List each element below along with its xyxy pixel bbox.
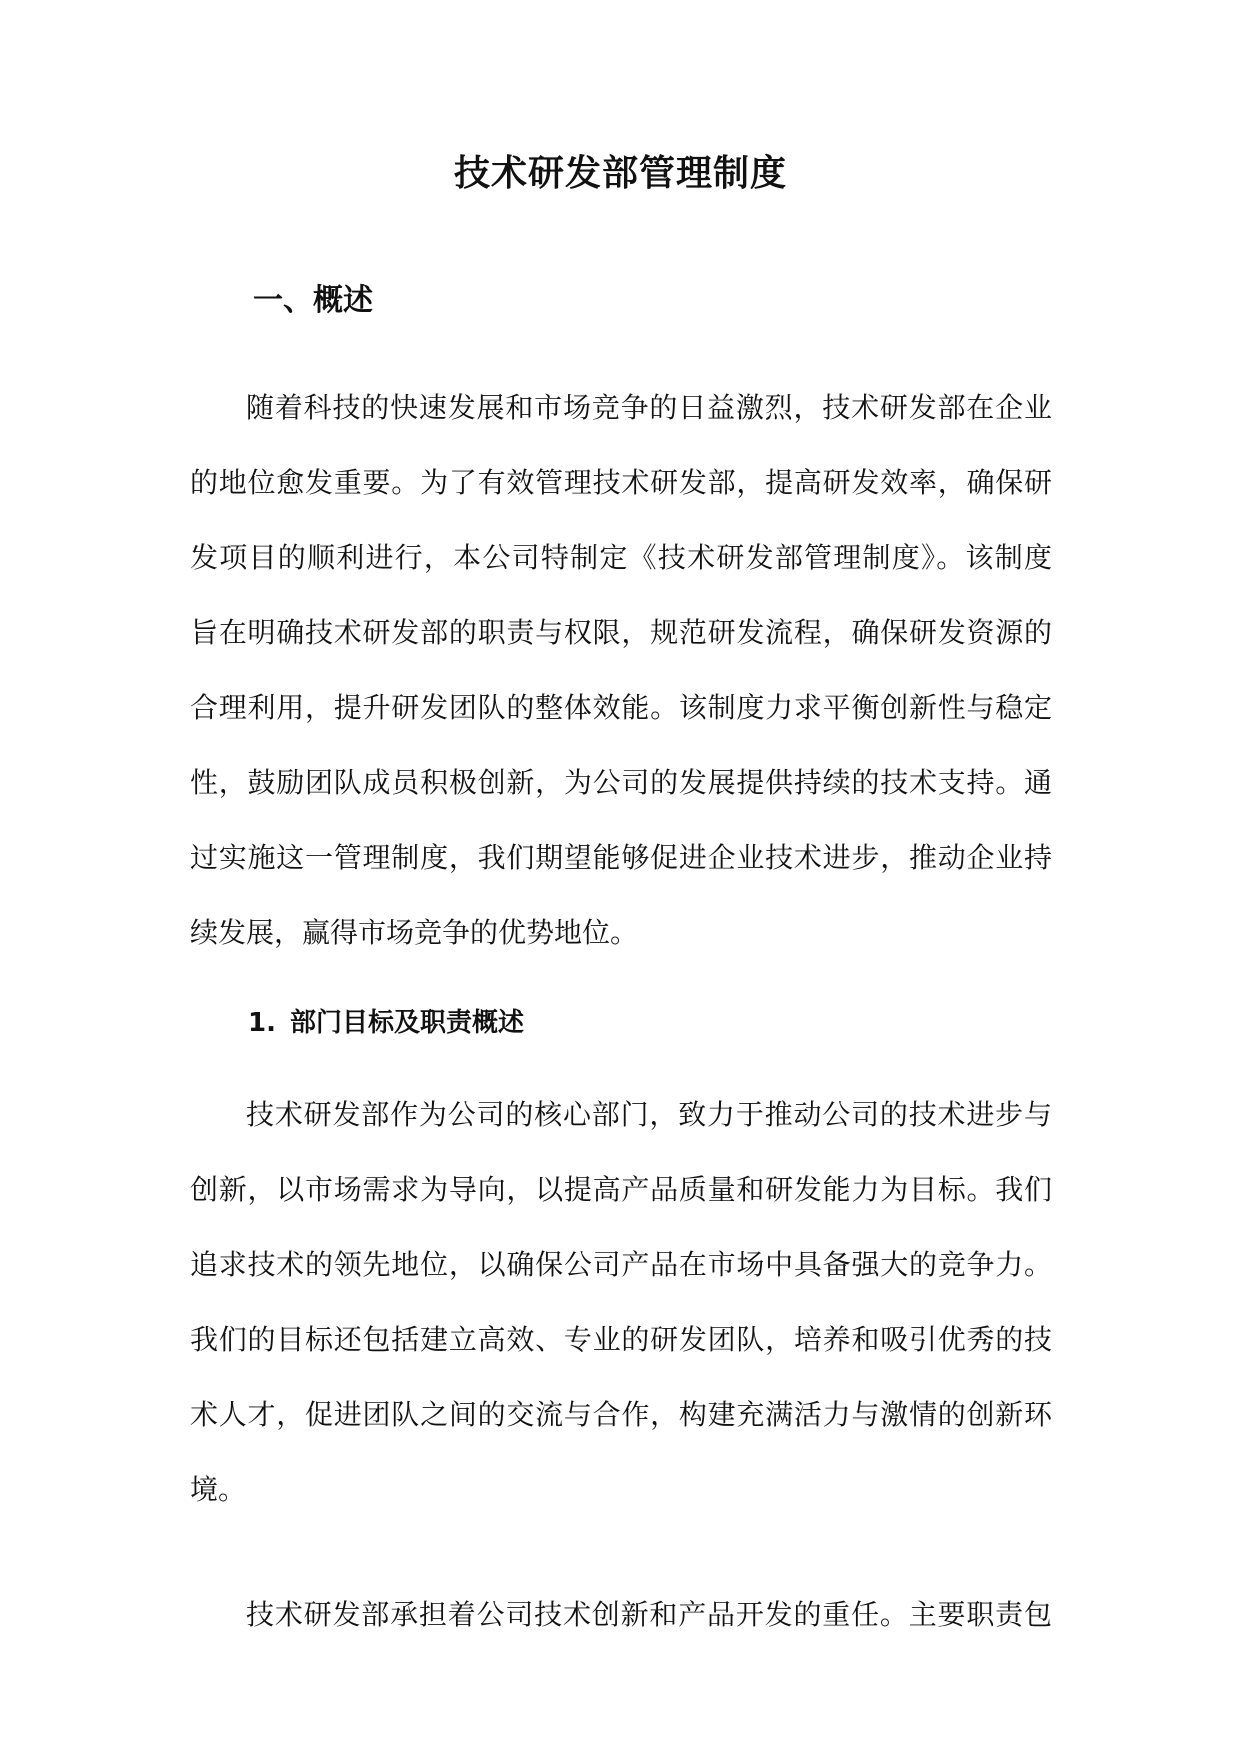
subsection-number: 1. (248, 1008, 276, 1038)
section-heading-overview: 一、概述 (253, 283, 373, 318)
subsection-title: 部门目标及职责概述 (290, 1008, 525, 1038)
paragraph-line: 创新，以市场需求为导向，以提高产品质量和研发能力为目标。我们 (190, 1173, 1052, 1206)
paragraph-line: 性，鼓励团队成员积极创新，为公司的发展提供持续的技术支持。通 (190, 766, 1052, 799)
paragraph-line: 旨在明确技术研发部的职责与权限，规范研发流程，确保研发资源的 (190, 616, 1052, 649)
paragraph-line: 术人才，促进团队之间的交流与合作，构建充满活力与激情的创新环 (190, 1398, 1052, 1431)
paragraph-line: 技术研发部作为公司的核心部门，致力于推动公司的技术进步与 (246, 1098, 1052, 1131)
paragraph-line: 续发展，赢得市场竞争的优势地位。 (190, 916, 639, 949)
paragraph-line: 境。 (190, 1473, 247, 1506)
paragraph-line: 合理利用，提升研发团队的整体效能。该制度力求平衡创新性与稳定 (190, 691, 1052, 724)
paragraph-line: 过实施这一管理制度，我们期望能够促进企业技术进步，推动企业持 (190, 841, 1052, 874)
paragraph-line: 发项目的顺利进行，本公司特制定《技术研发部管理制度》。该制度 (190, 541, 1052, 574)
paragraph-line: 随着科技的快速发展和市场竞争的日益激烈，技术研发部在企业 (246, 391, 1052, 424)
paragraph-line: 我们的目标还包括建立高效、专业的研发团队，培养和吸引优秀的技 (190, 1323, 1052, 1356)
paragraph-line: 技术研发部承担着公司技术创新和产品开发的重任。主要职责包 (246, 1598, 1052, 1631)
subsection-heading-goals (248, 1005, 524, 1041)
goals-paragraph (190, 1077, 1052, 1527)
overview-paragraph (190, 370, 1052, 970)
duties-paragraph (190, 1577, 1052, 1652)
paragraph-line: 追求技术的领先地位，以确保公司产品在市场中具备强大的竞争力。 (190, 1248, 1052, 1281)
paragraph-line: 的地位愈发重要。为了有效管理技术研发部，提高研发效率，确保研 (190, 466, 1052, 499)
document-title: 技术研发部管理制度 (453, 153, 787, 194)
